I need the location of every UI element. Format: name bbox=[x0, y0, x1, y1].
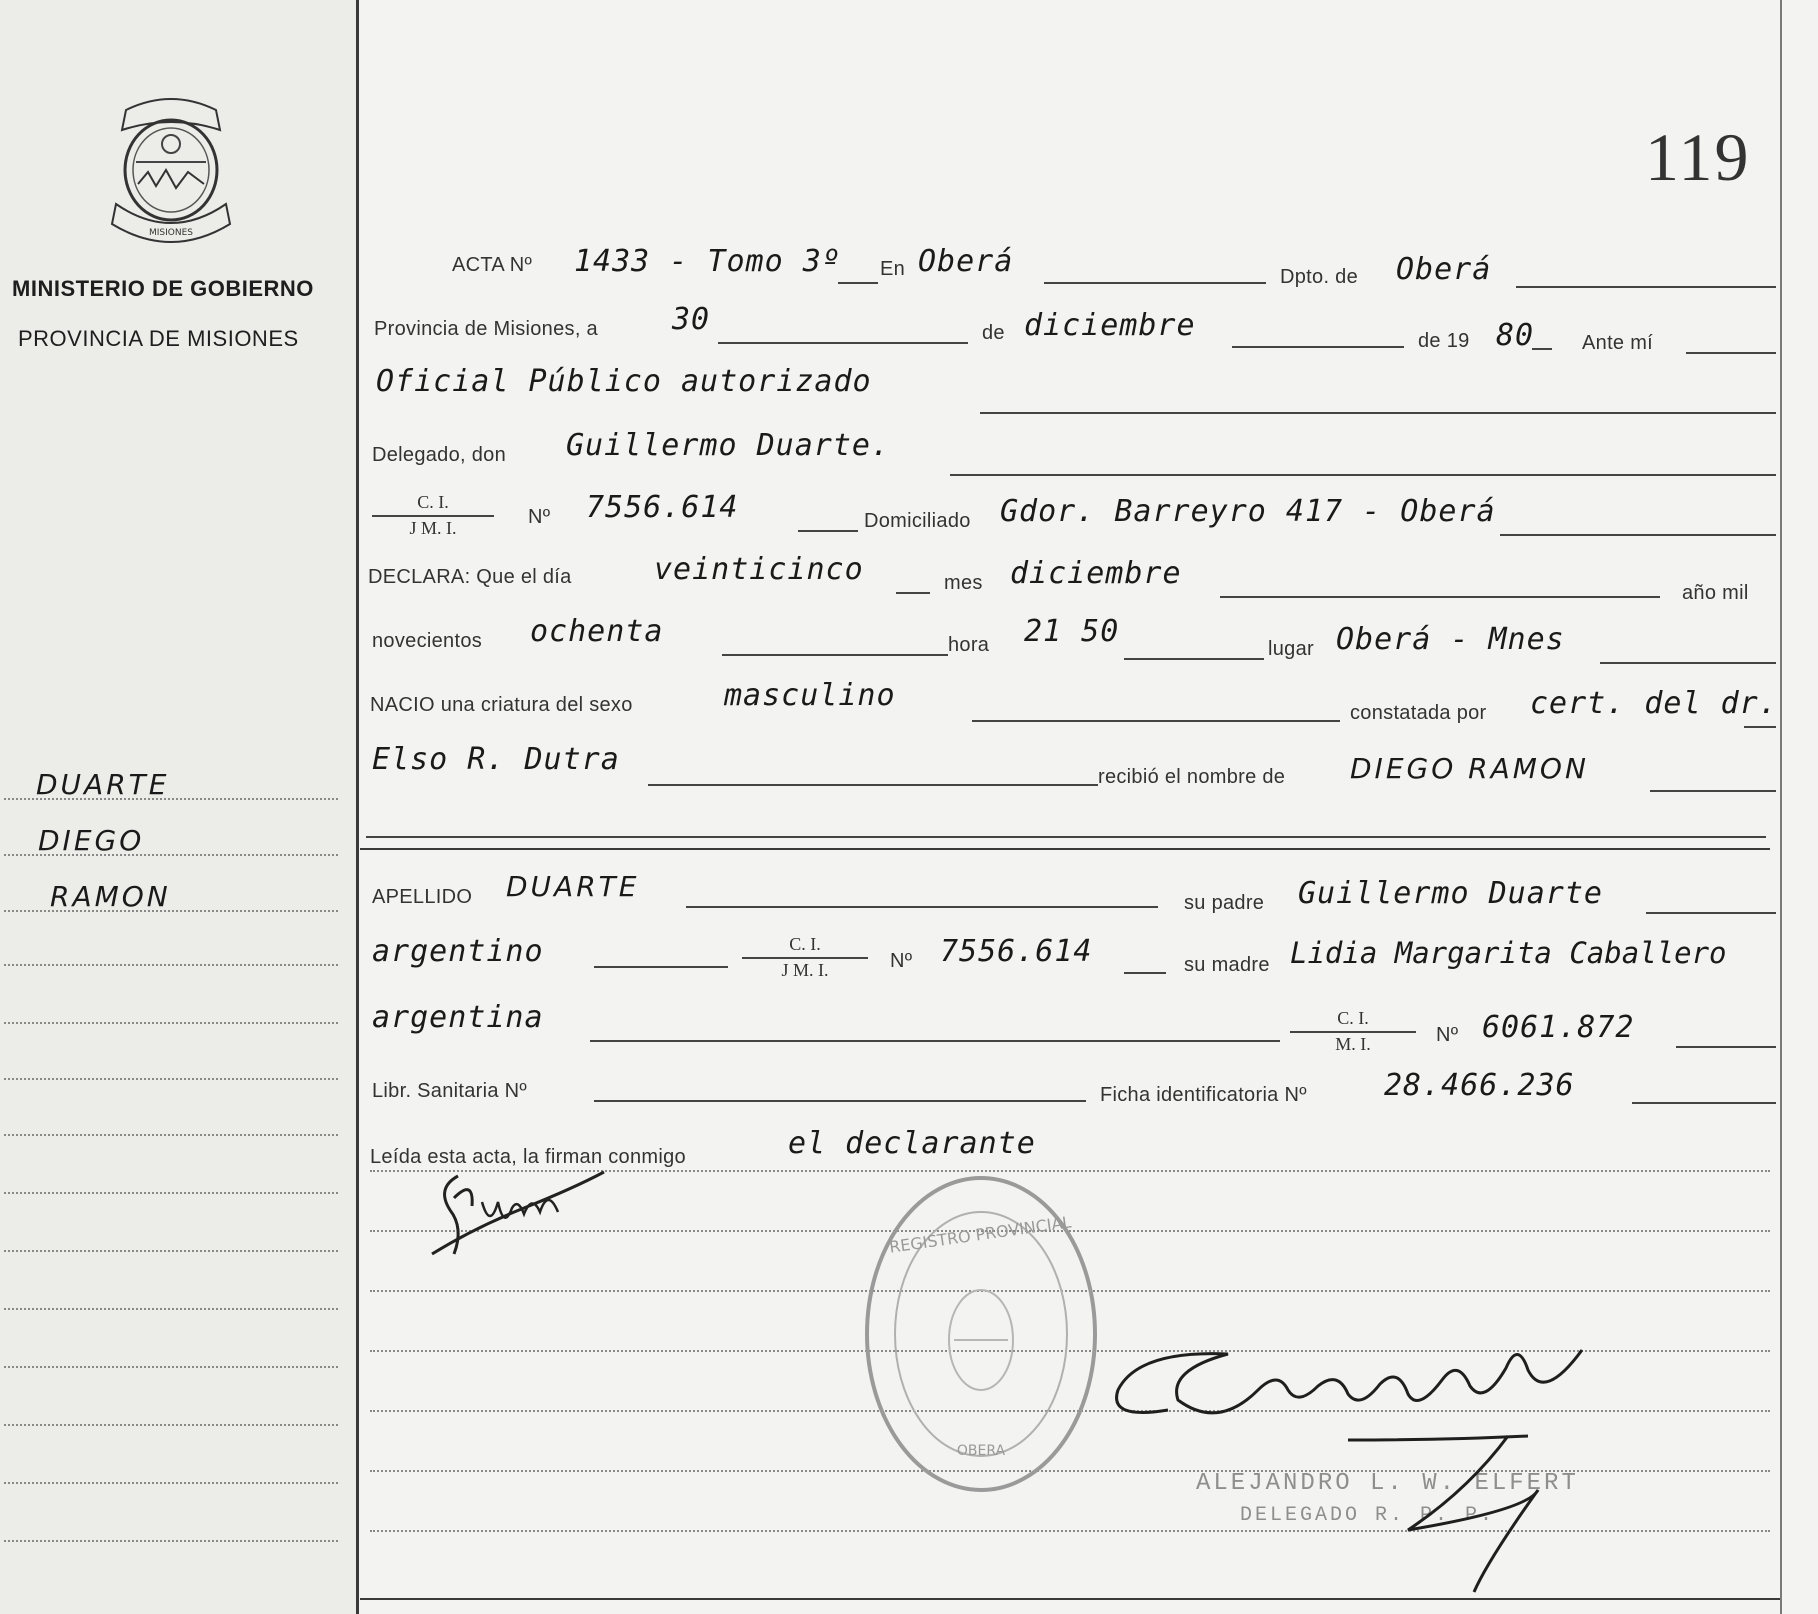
margin-line bbox=[4, 854, 338, 856]
libreta-label: Libr. Sanitaria Nº bbox=[372, 1080, 527, 1102]
margin-line bbox=[4, 1250, 338, 1252]
margin-line bbox=[4, 964, 338, 966]
fill-line bbox=[686, 906, 1158, 908]
ci-numerator: C. I. bbox=[789, 934, 821, 954]
fill-line bbox=[1532, 348, 1552, 350]
margin-first-name: DIEGO bbox=[38, 824, 145, 857]
fill-line bbox=[1516, 286, 1776, 288]
ministry-title: MINISTERIO DE GOBIERNO bbox=[12, 276, 314, 301]
fill-line bbox=[1646, 912, 1776, 914]
margin-line bbox=[4, 798, 338, 800]
acta-value: 1433 - Tomo 3º bbox=[574, 244, 841, 279]
ci-fraction bbox=[372, 492, 494, 539]
nombre-value: DIEGO RAMON bbox=[1350, 752, 1589, 785]
no-label: Nº bbox=[1436, 1024, 1459, 1046]
mes-value: diciembre bbox=[1010, 556, 1182, 591]
ficha-label: Ficha identificatoria Nº bbox=[1100, 1084, 1307, 1106]
fill-line bbox=[798, 530, 858, 532]
madre-ci-fraction bbox=[1290, 1008, 1416, 1055]
provincial-seal-icon bbox=[96, 92, 246, 252]
registry-stamp-icon bbox=[858, 1170, 1104, 1498]
declarant-signature-icon bbox=[414, 1158, 614, 1270]
official-value: Oficial Público autorizado bbox=[376, 364, 872, 399]
margin-line bbox=[4, 1308, 338, 1310]
official-stamp-title: DELEGADO R. P. P. bbox=[1240, 1504, 1496, 1527]
leida-value: el declarante bbox=[788, 1126, 1036, 1161]
sexo-value: masculino bbox=[724, 678, 896, 713]
stamp-arc-text: REGISTRO PROVINCIAL bbox=[888, 1212, 1073, 1257]
constatada-label: constatada por bbox=[1350, 702, 1487, 724]
ci-denominator: M. I. bbox=[1290, 1031, 1416, 1055]
provincia-label: Provincia de Misiones, a bbox=[374, 318, 598, 340]
fill-line bbox=[722, 654, 948, 656]
anio-label: año mil bbox=[1682, 582, 1749, 604]
padre-nacionalidad: argentino bbox=[372, 934, 544, 969]
madre-nacionalidad: argentina bbox=[372, 1000, 544, 1035]
year-value: 80 bbox=[1496, 318, 1535, 353]
margin-line bbox=[4, 1022, 338, 1024]
lugar-label: lugar bbox=[1268, 638, 1314, 660]
leida-label: Leída esta acta, la firman conmigo bbox=[370, 1146, 686, 1168]
fill-line bbox=[1220, 596, 1660, 598]
month-value: diciembre bbox=[1024, 308, 1196, 343]
fill-line bbox=[366, 836, 1766, 838]
constatada-value: cert. del dr. bbox=[1530, 686, 1778, 721]
en-value: Oberá bbox=[918, 244, 1014, 279]
fill-line bbox=[896, 592, 930, 594]
ci-numerator: C. I. bbox=[1337, 1008, 1369, 1028]
margin-line bbox=[4, 1192, 338, 1194]
dpto-value: Oberá bbox=[1396, 252, 1492, 287]
acta-label: ACTA Nº bbox=[452, 254, 533, 276]
madre-label: su madre bbox=[1184, 954, 1270, 976]
padre-label: su padre bbox=[1184, 892, 1265, 914]
hora-value: 21 50 bbox=[1024, 614, 1120, 649]
margin-second-name: RAMON bbox=[50, 880, 171, 913]
nacio-label: NACIO una criatura del sexo bbox=[370, 694, 633, 716]
fill-line bbox=[1632, 1102, 1776, 1104]
column-divider bbox=[356, 0, 359, 1614]
ficha-value: 28.466.236 bbox=[1384, 1068, 1575, 1103]
fill-line bbox=[1500, 534, 1776, 536]
margin-line bbox=[4, 1366, 338, 1368]
recibio-label: recibió el nombre de bbox=[1098, 766, 1286, 788]
official-stamp-name: ALEJANDRO L. W. ELFERT bbox=[1196, 1470, 1579, 1497]
novecientos-value: ochenta bbox=[530, 614, 664, 649]
fill-line bbox=[1232, 346, 1404, 348]
doctor-value: Elso R. Dutra bbox=[372, 742, 620, 777]
apellido-value: DUARTE bbox=[506, 870, 640, 903]
fill-line bbox=[980, 412, 1776, 414]
delegado-value: Guillermo Duarte. bbox=[566, 428, 891, 463]
dia-value: veinticinco bbox=[654, 552, 864, 587]
delegado-label: Delegado, don bbox=[372, 444, 507, 466]
ci-denominator: J M. I. bbox=[742, 957, 868, 981]
margin-line bbox=[4, 1078, 338, 1080]
day-value: 30 bbox=[672, 302, 711, 337]
en-label: En bbox=[880, 258, 906, 280]
fill-line bbox=[594, 966, 728, 968]
ci-denominator: J M. I. bbox=[372, 515, 494, 539]
novecientos-label: novecientos bbox=[372, 630, 483, 652]
fill-line bbox=[1600, 662, 1776, 664]
fill-line bbox=[1124, 972, 1166, 974]
doc-value: 7556.614 bbox=[586, 490, 739, 525]
margin-line bbox=[4, 1134, 338, 1136]
dpto-label: Dpto. de bbox=[1280, 266, 1359, 288]
margin-line bbox=[4, 1424, 338, 1426]
margin-line bbox=[4, 1540, 338, 1542]
fill-line bbox=[590, 1040, 1280, 1042]
no-label: Nº bbox=[890, 950, 913, 972]
madre-doc-value: 6061.872 bbox=[1482, 1010, 1635, 1045]
mes-label: mes bbox=[944, 572, 983, 594]
year-label: de 19 bbox=[1418, 330, 1470, 352]
margin-surname: DUARTE bbox=[36, 768, 170, 801]
lugar-value: Oberá - Mnes bbox=[1336, 622, 1565, 657]
stamp-bottom-text: OBERA bbox=[956, 1443, 1006, 1459]
apellido-label: APELLIDO bbox=[372, 886, 473, 908]
ante-label: Ante mí bbox=[1582, 332, 1654, 354]
madre-value: Lidia Margarita Caballero bbox=[1290, 936, 1727, 970]
fill-line bbox=[1044, 282, 1266, 284]
fill-line bbox=[1744, 726, 1776, 728]
fill-line bbox=[838, 282, 878, 284]
domicilio-value: Gdor. Barreyro 417 - Oberá bbox=[1000, 494, 1496, 529]
fill-line bbox=[950, 474, 1776, 476]
fill-line bbox=[1650, 790, 1776, 792]
declara-label: DECLARA: Que el día bbox=[368, 566, 572, 588]
official-signature-icon bbox=[1108, 1310, 1648, 1600]
section-separator bbox=[360, 848, 1770, 850]
ci-numerator: C. I. bbox=[417, 492, 449, 512]
padre-doc-value: 7556.614 bbox=[940, 934, 1093, 969]
domicilio-label: Domiciliado bbox=[864, 510, 971, 532]
fill-line bbox=[718, 342, 968, 344]
margin-line bbox=[4, 1482, 338, 1484]
no-label: Nº bbox=[528, 506, 551, 528]
fill-line bbox=[648, 784, 1098, 786]
fill-line bbox=[1124, 658, 1264, 660]
seal-label: MISIONES bbox=[148, 228, 194, 238]
padre-ci-fraction bbox=[742, 934, 868, 981]
right-border bbox=[1780, 0, 1782, 1614]
hora-label: hora bbox=[948, 634, 990, 656]
fill-line bbox=[1686, 352, 1776, 354]
province-title: PROVINCIA DE MISIONES bbox=[18, 326, 299, 351]
page-number: 119 bbox=[1645, 119, 1751, 195]
padre-value: Guillermo Duarte bbox=[1298, 876, 1603, 911]
fill-line bbox=[1676, 1046, 1776, 1048]
de-label: de bbox=[982, 322, 1005, 344]
fill-line bbox=[594, 1100, 1086, 1102]
margin-line bbox=[4, 910, 338, 912]
fill-line bbox=[972, 720, 1340, 722]
